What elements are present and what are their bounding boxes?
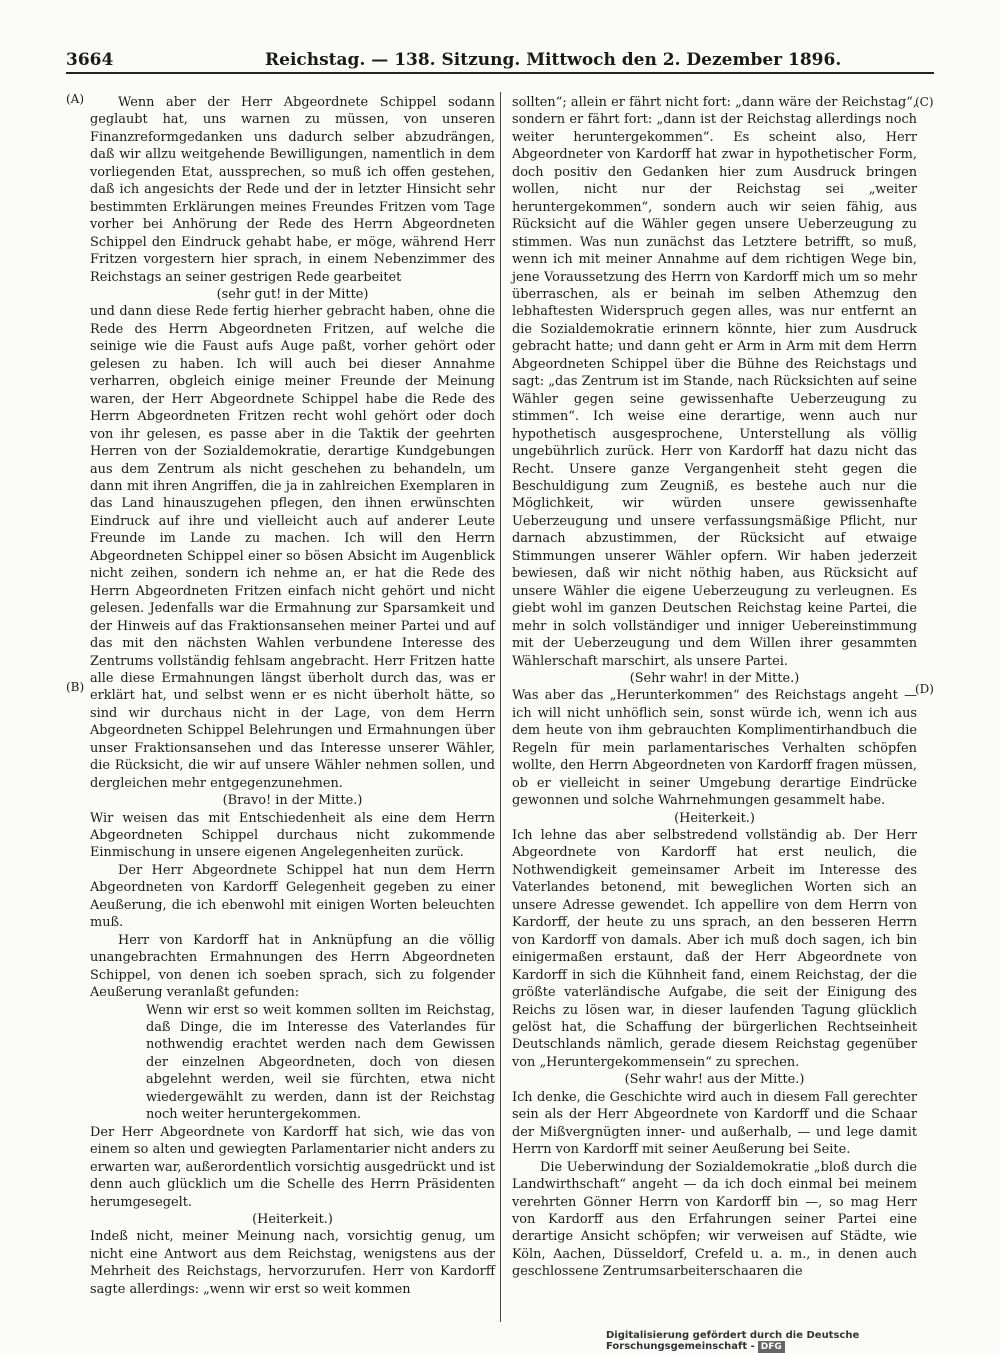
margin-marker-a: (A) (66, 92, 85, 106)
margin-marker-d: (D) (915, 682, 934, 696)
interjection: (Heiterkeit.) (674, 810, 755, 826)
footer-text: Digitalisierung gefördert durch die Deutsche Forschungsgemeinschaft - (606, 1330, 860, 1352)
margin-marker-c: (C) (915, 95, 934, 109)
paragraph: Der Herr Abgeordnete von Kardorff hat sich, wie das von einem so alten und gewiegten Parlamentarier nicht anders zu erwarten war, außerordentlich vorsichtig ausgedrückt und ist denn auch glücklich um die Schelle des Herrn Präsidenten herumgesegelt. (90, 1124, 495, 1210)
interjection: (Heiterkeit.) (252, 1212, 333, 1227)
block-quote: Wenn wir erst so weit kommen sollten im Reichstag, daß Dinge, die im Interesse des Vaterlandes für nothwendig erachtet werden nach dem Gewissen der einzelnen Abgeordneten, doch von diesen abgelehnt werden, weil sie fürchten, etwa nicht wiedergewählt zu werden, dann ist der Reichstag noch weiter heruntergekommen. (146, 1002, 495, 1123)
paragraph: Die Ueberwindung der Sozialdemokratie „bloß durch die Landwirthschaft“ angeht — da ich doch einmal bei meinem verehrten Gönner Herrn von Kardorff bin —, so mag Herr von Kardorff aus den Erfahrungen seiner Partei eine derartige Ansicht schöpfen; wir verweisen auf Städte, wie Köln, Aachen, Düsseldorf, Crefeld u. a. m., in denen auch geschlossene Zentrumsarbeiterschaaren die (512, 1159, 917, 1280)
interjection: (Sehr wahr! in der Mitte.) (629, 670, 800, 686)
paragraph: Wenn aber der Herr Abgeordnete Schippel sodann geglaubt hat, uns warnen zu müssen, von unseren Finanzreformgedanken uns dadurch selber abzudrängen, daß wir allzu weitgehende Bewilligungen, namentlich in dem vorliegenden Etat, aussprechen, so muß ich offen gestehen, daß ich angesichts der Rede und der in letzter Hinsicht sehr bestimmten Erklärungen meines Freundes Fritzen vom Tage vorher bei Anhörung der Rede des Herrn Abgeordneten Schippel den Eindruck gehabt habe, er möge, während Herr Fritzen vorgestern hier sprach, in einem Nebenzimmer des Reichstags an seiner gestrigen Rede gearbeitet (90, 95, 495, 285)
left-column (90, 94, 495, 1298)
paragraph: und dann diese Rede fertig hierher gebracht haben, ohne die Rede des Herrn Abgeordneten Fritzen, auf welche die seinige wie die Faust aufs Auge paßt, vorher gehört oder gelesen zu haben. Ich will auch bei dieser Annahme verharren, obgleich einige meiner Freunde der Meinung waren, der Herr Abgeordnete Schippel habe die Rede des Herrn Abgeordneten Fritzen recht wohl gehört oder doch von ihr gelesen, es passe aber in die Taktik der geehrten Herren von der Sozialdemokratie, derartige Kundgebungen aus dem Zentrum als nicht geschehen zu behandeln, um dann mit ihren Angriffen, die ja in zahlreichen Exemplaren in das Land hinauszugehen pflegen, den ihnen erwünschten Eindruck auf ihre und vielleicht auch auf anderer Leute Freunde im Lande zu machen. Ich will den Herrn Abgeordneten Schippel einer so bösen Absicht im Augenblick nicht zeihen, sondern ich nehme an, er hat die Rede des Herrn Abgeordneten Fritzen einfach nicht gehört und nicht gelesen. Jedenfalls war die Ermahnung zur Sparsamkeit und der Hinweis auf das Fraktionsansehen meiner Partei und auf das mit den nächsten Wahlen verbundene Interesse des Zentrums vollständig fehlsam angebracht. Herr Fritzen hatte alle diese Ermahnungen längst überholt durch das, was er erklärt hat, und selbst wenn er es nicht überholt hätte, so sind wir durchaus nicht in der Lage, von dem Herrn Abgeordneten Schippel Belehrungen und Ermahnungen über unser Fraktionsansehen und das Interesse unserer Wähler, die Rücksicht, die wir auf unsere Wähler nehmen sollen, und dergleichen mehr entgegenzunehmen. (90, 304, 495, 791)
paragraph: sollten“; allein er fährt nicht fort: „dann wäre der Reichstag“, sondern er fährt fort: „dann ist der Reichstag allerdings noch weiter heruntergekommen“. Es scheint also, Herr Abgeordneter von Kardorff hat zwar in hypothetischer Form, doch positiv den Gedanken hier zum Ausdruck bringen wollen, nicht nur der Reichstag sei „weiter heruntergekommen“, sondern auch wir seien fähig, aus Rücksicht auf die Wähler gegen unsere Ueberzeugung zu stimmen. Was nun zunächst das Letztere betrifft, so muß, wenn ich mit meiner Annahme auf dem richtigen Wege bin, jene Voraussetzung des Herrn von Kardorff mich um so mehr überraschen, als er beinah im selben Athemzug den lebhaftesten Widerspruch gegen alles, was nur entfernt an die Sozialdemokratie erinnern könnte, hier zum Ausdruck gebracht hatte; und dann geht er Arm in Arm mit dem Herrn Abgeordneten Schippel über die Bühne des Reichstags und sagt: „das Zentrum ist im Stande, nach Rücksichten auf seine Wähler gegen seine gewissenhafte Ueberzeugung zu stimmen“. Ich weise eine derartige, wenn auch nur hypothetisch ausgesprochene, Unterstellung als völlig ungebührlich zurück. Herr von Kardorff hat dazu nicht das Recht. Unsere ganze Vergangenheit steht gegen die Beschuldigung zum Zeugniß, es bestehe auch nur die Möglichkeit, wir würden unsere gewissenhafte Ueberzeugung und unsere verfassungsmäßige Pflicht, nur darnach abzustimmen, der Rücksicht auf etwaige Stimmungen unserer Wähler opfern. Wir haben jederzeit bewiesen, daß wir nicht nöthig haben, aus Rücksicht auf unsere Wähler die eigene Ueberzeugung zu verleugnen. Es giebt wohl im ganzen Deutschen Reichstag keine Partei, die mehr in solch vollständiger und inniger Uebereinstimmung mit der Ueberzeugung und dem Willen ihrer gesammten Wählerschaft marschirt, als unsere Partei. (512, 95, 917, 669)
paragraph: Der Herr Abgeordnete Schippel hat nun dem Herrn Abgeordneten von Kardorff Gelegenheit gegeben zu einer Aeußerung, die ich ebenwohl mit einigen Worten beleuchten muß. (90, 862, 495, 931)
page-header (0, 0, 1000, 78)
margin-marker-b: (B) (66, 680, 85, 694)
paragraph: Was aber das „Herunterkommen“ des Reichstags angeht — ich will nicht unhöflich sein, sonst würde ich, wenn ich aus dem heute von ihm gebrauchten Komplimentirhandbuch die Regeln für mein parlamentarisches Verhalten schöpfen wollte, den Herrn Abgeordneten von Kardorff fragen müssen, ob er vielleicht in seiner Umgebung derartige Eindrücke gewonnen und solche Wahrnehmungen gesammelt habe. (512, 688, 917, 809)
paragraph: Indeß nicht, meiner Meinung nach, vorsichtig genug, um nicht eine Antwort aus dem Reichstag, wenigstens aus der Mehrheit des Reichstags, hervorzurufen. Herr von Kardorff sagte allerdings: „wenn wir erst so weit kommen (90, 1229, 495, 1297)
paragraph: Ich denke, die Geschichte wird auch in diesem Fall gerechter sein als der Herr Abgeordnete von Kardorff und die Schaar der Mißvergnügten inner- und außerhalb, — und lege damit Herrn von Kardorff mit seiner Aeußerung bei Seite. (512, 1089, 917, 1158)
interjection: (Bravo! in der Mitte.) (222, 793, 363, 809)
dfg-logo: DFG (758, 1341, 785, 1353)
interjection: (Sehr wahr! aus der Mitte.) (624, 1072, 805, 1088)
paragraph: Herr von Kardorff hat in Anknüpfung an die völlig unangebrachten Ermahnungen des Herrn Abgeordneten Schippel, von denen ich soeben sprach, sich zu folgender Aeußerung veranlaßt gefunden: (90, 932, 495, 1001)
digitization-credit (606, 1330, 1000, 1353)
header-rule (66, 72, 934, 74)
paragraph: Wir weisen das mit Entschiedenheit als eine dem Herrn Abgeordneten Schippel durchaus nicht zukommende Einmischung in unsere eigenen Angelegenheiten zurück. (90, 810, 495, 861)
interjection: (sehr gut! in der Mitte) (216, 286, 369, 302)
paragraph: Ich lehne das aber selbstredend vollständig ab. Der Herr Abgeordnete von Kardorff hat erst neulich, die Nothwendigkeit gemeinsamer Arbeit im Interesse des Vaterlandes betonend, mit beweglichen Worten sich an unsere Adresse gewendet. Ich appellire von dem Herrn von Kardorff, der heute zu uns sprach, an den besseren Herrn von Kardorff von damals. Aber ich muß doch sagen, ich bin einigermaßen erstaunt, daß der Herr Abgeordnete von Kardorff in sich die Kühnheit fand, einem Reichstag, der die größte vaterländische Aufgabe, die seit der Einigung des Reichs zu lösen war, in dieser laufenden Tagung glücklich gelöst hat, die Schaffung der bürgerlichen Rechtseinheit Deutschlands nämlich, gerade diesem Reichstag gegenüber von „Heruntergekommensein“ zu sprechen. (512, 828, 917, 1070)
page-number: 3664 (66, 50, 114, 70)
column-divider (500, 92, 501, 1322)
running-title: Reichstag. — 138. Sitzung. Mittwoch den 2. Dezember 1896. (265, 50, 842, 70)
right-column (512, 94, 917, 1281)
